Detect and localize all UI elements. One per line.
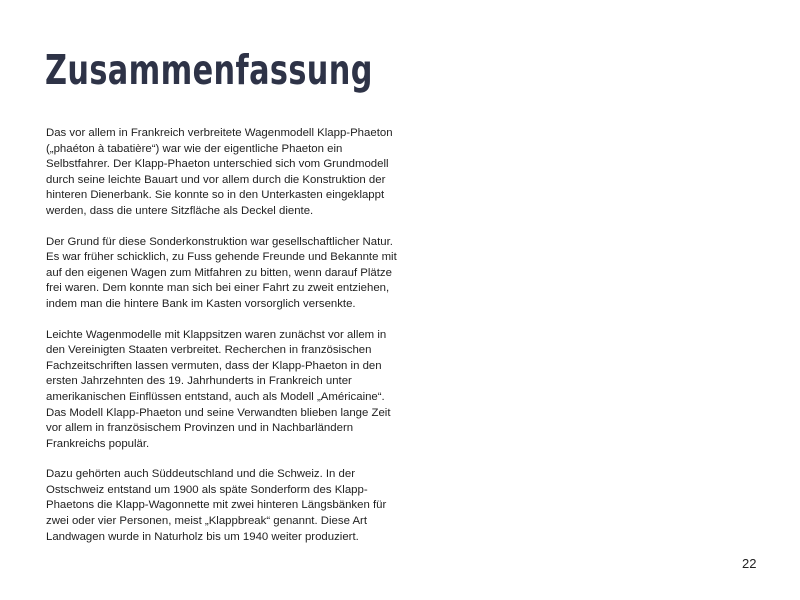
page-number: 22 (742, 556, 757, 571)
paragraph-3: Leichte Wagenmodelle mit Klappsitzen waren zunächst vor allem in den Vereinigten Staaten verbreitet. Recherchen in französischen Fachzeitschriften lassen vermuten, dass der Klapp-Phaeton in den ersten Jahrzehnten des 19. Jahrhunderts in Frankreich unter amerikanischen Einflüssen entstand, auch als Modell „Américaine“. Das Modell Klapp-Phaeton und seine Verwandten blieben lange Zeit vor allem in französischem Provinzen und in Nachbarländern Frankreichs populär. (46, 328, 391, 450)
paragraph-4: Dazu gehörten auch Süddeutschland und die Schweiz. In der Ostschweiz entstand um 1900 als späte Sonderform des Klapp-Phaetons die Klapp-Wagonnette mit zwei hinteren Längsbänken für zwei oder vier Personen, meist „Klappbreak“ genannt. Diese Art Landwagen wurde in Naturholz bis um 1940 weiter produziert. (46, 468, 387, 543)
page-heading: Zusammenfassung (45, 46, 373, 94)
paragraph-1: Das vor allem in Frankreich verbreitete Wagenmodell Klapp-Phaeton („phaéton à tabatière“) war wie der eigentliche Phaeton ein Selbstfahrer. Der Klapp-Phaeton unterschied sich vom Grundmodell durch seine leichte Bauart und vor allem durch die Konstruktion der hinteren Dienerbank. Sie konnte so in den Unterkasten eingeklappt werden, dass die untere Sitzfläche als Deckel diente. (46, 127, 393, 217)
paragraph-2: Der Grund für diese Sonderkonstruktion war gesellschaftlicher Natur. Es war früher schicklich, zu Fuss gehende Freunde und Bekannte mit auf den eigenen Wagen zum Mitfahren zu bitten, wenn darauf Plätze frei waren. Dem konnte man sich bei einer Fahrt zu zweit entziehen, indem man die hintere Bank im Kasten vorsorglich versenkte. (46, 235, 397, 310)
body-text (46, 126, 398, 560)
